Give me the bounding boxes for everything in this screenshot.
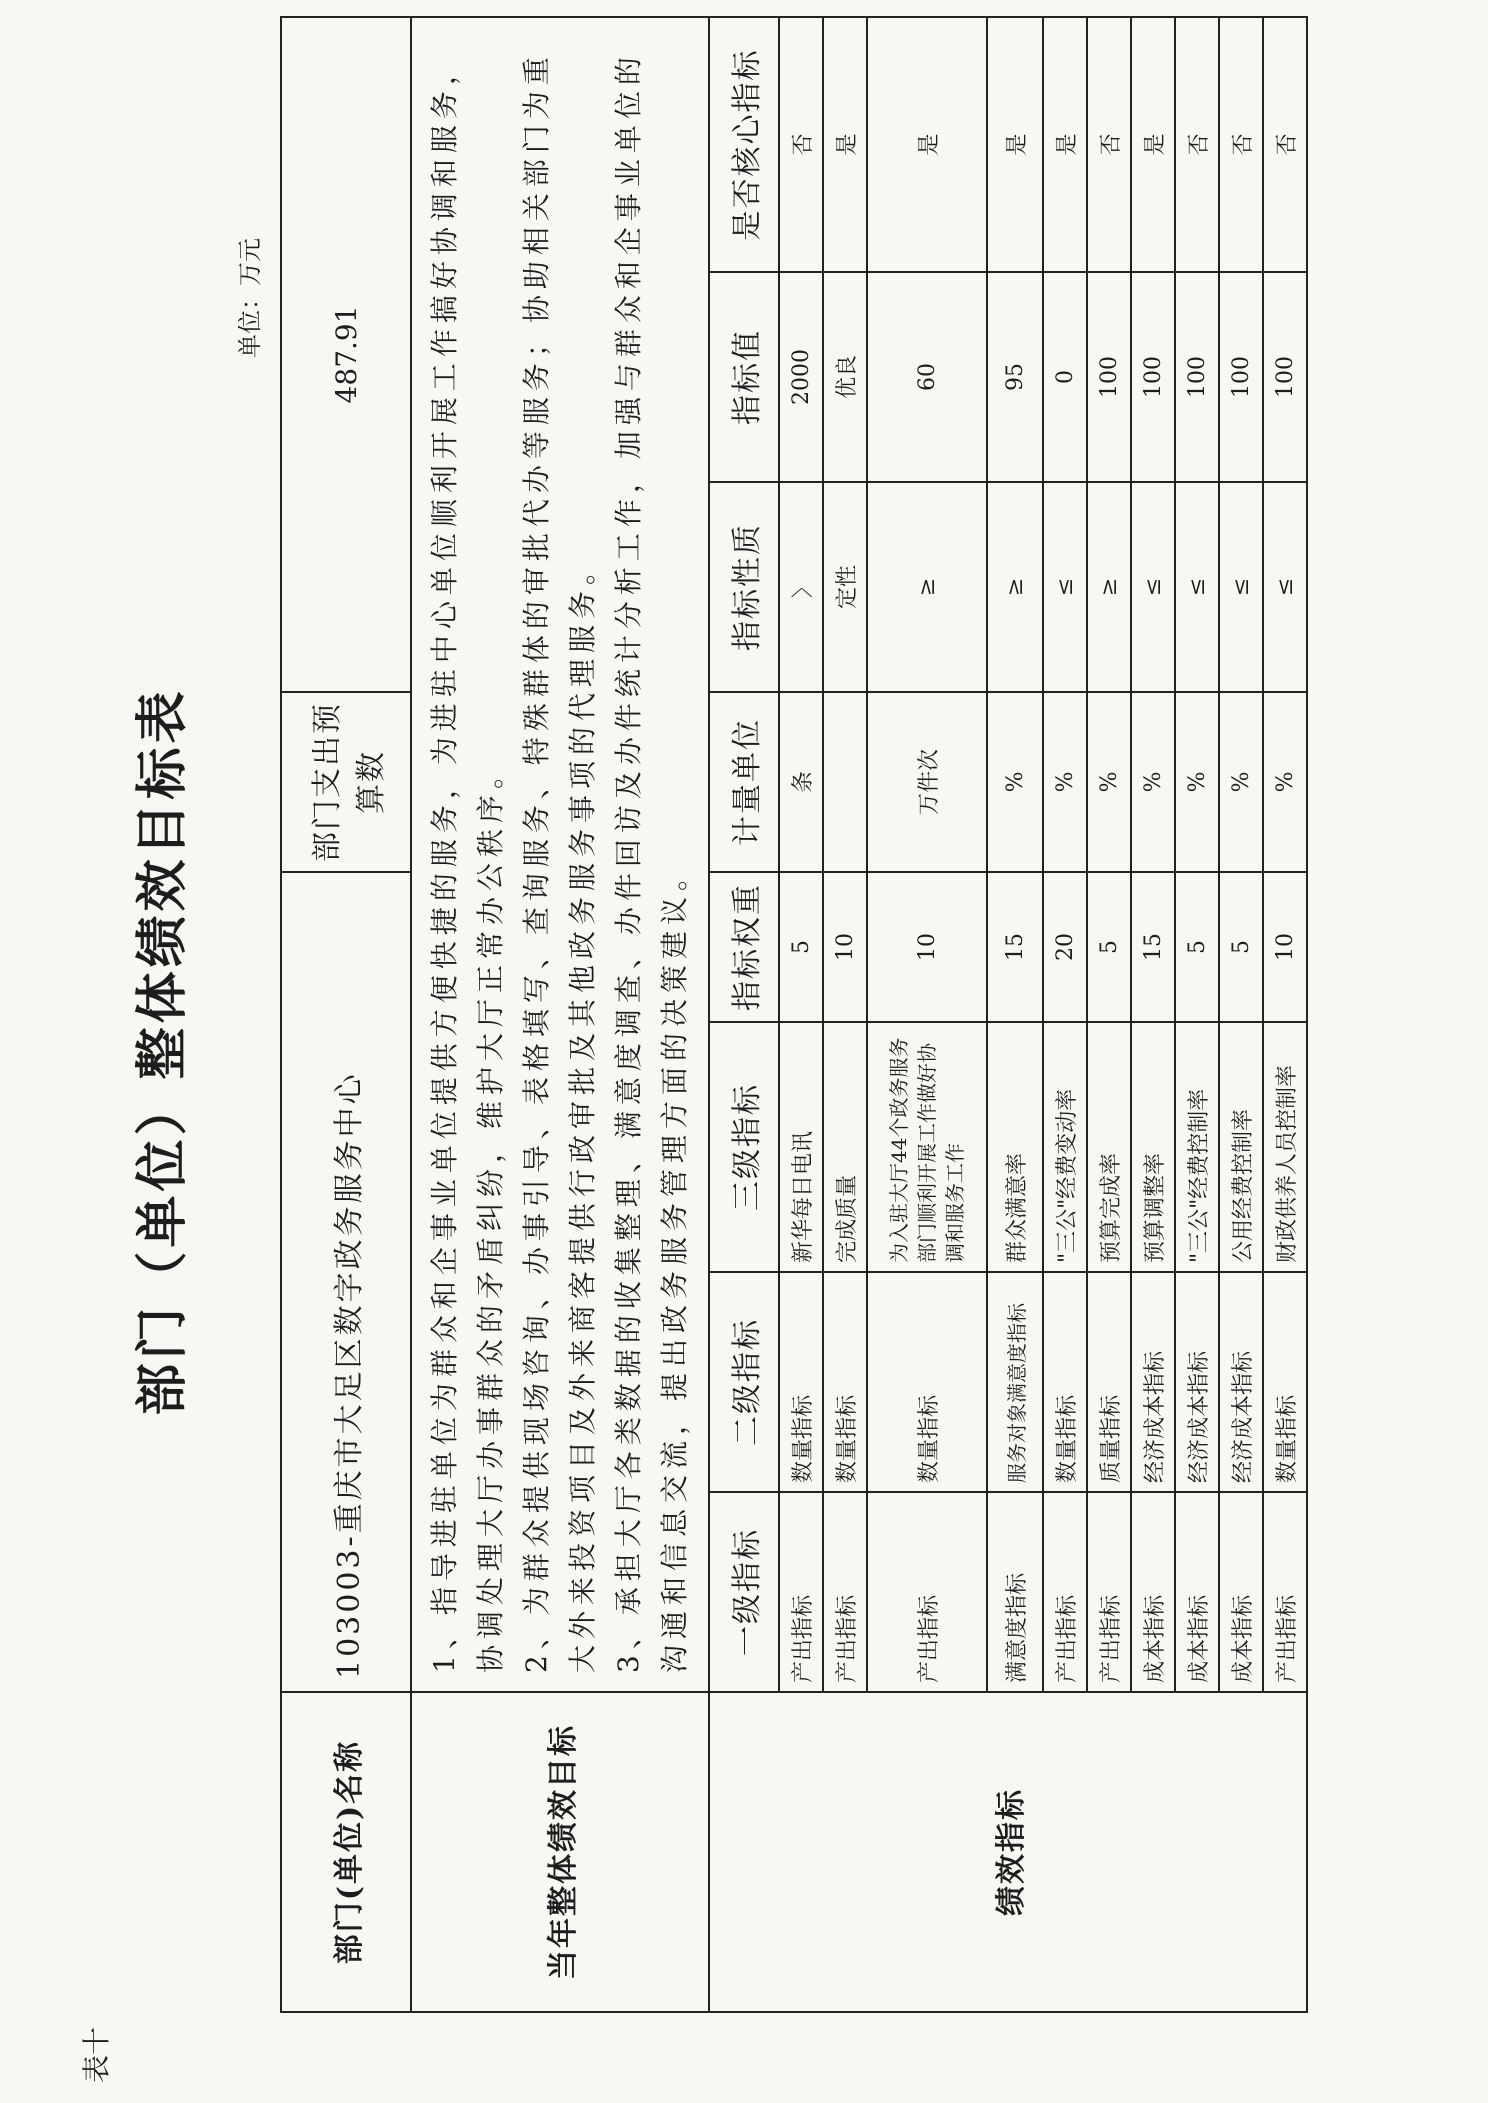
cell-core: 否 bbox=[1263, 17, 1307, 272]
cell-unit: % bbox=[1263, 692, 1307, 872]
performance-table bbox=[280, 16, 1308, 2013]
cell-l1: 产出指标 bbox=[823, 1492, 867, 1692]
cell-unit: 条 bbox=[779, 692, 823, 872]
cell-l3: 公用经费控制率 bbox=[1219, 1022, 1263, 1272]
col-header: 三级指标 bbox=[709, 1022, 779, 1272]
cell-weight: 5 bbox=[1219, 872, 1263, 1022]
cell-value: 100 bbox=[1219, 272, 1263, 482]
cell-unit: % bbox=[987, 692, 1043, 872]
col-header: 指标值 bbox=[709, 272, 779, 482]
cell-l1: 产出指标 bbox=[1043, 1492, 1087, 1692]
dept-value: 103003-重庆市大足区数字政务服务中心 bbox=[281, 872, 411, 1692]
cell-core: 是 bbox=[867, 17, 987, 272]
cell-nature: ≤ bbox=[1175, 482, 1219, 692]
cell-value: 100 bbox=[1131, 272, 1175, 482]
cell-l2: 经济成本指标 bbox=[1131, 1272, 1175, 1492]
cell-l1: 产出指标 bbox=[1087, 1492, 1131, 1692]
cell-l2: 数量指标 bbox=[779, 1272, 823, 1492]
cell-l1: 产出指标 bbox=[779, 1492, 823, 1692]
cell-l2: 数量指标 bbox=[1043, 1272, 1087, 1492]
budget-value: 487.91 bbox=[281, 17, 411, 692]
cell-l1: 产出指标 bbox=[867, 1492, 987, 1692]
cell-nature: ≥ bbox=[867, 482, 987, 692]
page-title: 部门（单位）整体绩效目标表 bbox=[132, 687, 193, 1416]
cell-l3: "三公"经费控制率 bbox=[1175, 1022, 1219, 1272]
cell-l2: 数量指标 bbox=[867, 1272, 987, 1492]
cell-unit: % bbox=[1043, 692, 1087, 872]
cell-l3: "三公"经费变动率 bbox=[1043, 1022, 1087, 1272]
cell-nature: ≤ bbox=[1131, 482, 1175, 692]
cell-value: 0 bbox=[1043, 272, 1087, 482]
col-header: 计量单位 bbox=[709, 692, 779, 872]
cell-value: 100 bbox=[1263, 272, 1307, 482]
cell-l3: 财政供养人员控制率 bbox=[1263, 1022, 1307, 1272]
cell-unit: % bbox=[1087, 692, 1131, 872]
cell-l2: 数量指标 bbox=[1263, 1272, 1307, 1492]
cell-unit: 万件次 bbox=[867, 692, 987, 872]
cell-core: 是 bbox=[1131, 17, 1175, 272]
cell-nature: ≤ bbox=[1263, 482, 1307, 692]
cell-l1: 成本指标 bbox=[1219, 1492, 1263, 1692]
cell-l2: 质量指标 bbox=[1087, 1272, 1131, 1492]
cell-l2: 数量指标 bbox=[823, 1272, 867, 1492]
cell-weight: 10 bbox=[1263, 872, 1307, 1022]
cell-core: 是 bbox=[987, 17, 1043, 272]
cell-unit bbox=[823, 692, 867, 872]
cell-unit: % bbox=[1131, 692, 1175, 872]
cell-l3: 新华每日电讯 bbox=[779, 1022, 823, 1272]
cell-unit: % bbox=[1175, 692, 1219, 872]
cell-value: 优良 bbox=[823, 272, 867, 482]
goal-item: 1、指导进驻单位为群众和企事业单位提供方便快捷的服务，为进驻中心单位顺利开展工作搞好协调和服务，协调处理大厅办事群众的矛盾纠纷，维护大厅正常办公秩序。 bbox=[428, 51, 507, 1673]
col-header: 二级指标 bbox=[709, 1272, 779, 1492]
col-header: 是否核心指标 bbox=[709, 17, 779, 272]
cell-core: 是 bbox=[1043, 17, 1087, 272]
goals-label: 当年整体绩效目标 bbox=[411, 1692, 709, 2012]
cell-weight: 5 bbox=[1087, 872, 1131, 1022]
indicators-label: 绩效指标 bbox=[709, 1692, 1307, 2012]
budget-label: 部门支出预算数 bbox=[281, 692, 411, 872]
cell-l3: 群众满意率 bbox=[987, 1022, 1043, 1272]
cell-core: 否 bbox=[779, 17, 823, 272]
cell-weight: 15 bbox=[1131, 872, 1175, 1022]
cell-l3: 完成质量 bbox=[823, 1022, 867, 1272]
cell-core: 否 bbox=[1087, 17, 1131, 272]
cell-nature: 定性 bbox=[823, 482, 867, 692]
goal-item: 3、承担大厅各类数据的收集整理、满意度调查、办件回访及办件统计分析工作，加强与群众和企事业单位的沟通和信息交流，提出政务服务管理方面的决策建议。 bbox=[612, 51, 691, 1673]
cell-l1: 满意度指标 bbox=[987, 1492, 1043, 1692]
cell-weight: 20 bbox=[1043, 872, 1087, 1022]
cell-weight: 10 bbox=[867, 872, 987, 1022]
col-header: 指标权重 bbox=[709, 872, 779, 1022]
cell-l2: 服务对象满意度指标 bbox=[987, 1272, 1043, 1492]
cell-core: 是 bbox=[823, 17, 867, 272]
cell-l1: 成本指标 bbox=[1131, 1492, 1175, 1692]
cell-l3: 为入驻大厅44个政务服务部门顺利开展工作做好协调和服务工作 bbox=[867, 1022, 987, 1272]
cell-l2: 经济成本指标 bbox=[1219, 1272, 1263, 1492]
cell-l3: 预算完成率 bbox=[1087, 1022, 1131, 1272]
unit-label: 单位：万元 bbox=[236, 238, 264, 358]
cell-value: 60 bbox=[867, 272, 987, 482]
cell-l3: 预算调整率 bbox=[1131, 1022, 1175, 1272]
cell-weight: 5 bbox=[779, 872, 823, 1022]
cell-weight: 10 bbox=[823, 872, 867, 1022]
goals-content bbox=[411, 17, 709, 1692]
cell-core: 否 bbox=[1219, 17, 1263, 272]
cell-nature: 〉 bbox=[779, 482, 823, 692]
cell-value: 100 bbox=[1175, 272, 1219, 482]
cell-nature: ≥ bbox=[1087, 482, 1131, 692]
cell-weight: 5 bbox=[1175, 872, 1219, 1022]
table-tag: 表十 bbox=[80, 2026, 113, 2083]
col-header: 一级指标 bbox=[709, 1492, 779, 1692]
goal-item: 2、为群众提供现场咨询、办事引导、表格填写、查询服务、特殊群体的审批代办等服务；协助相关部门为重大外来投资项目及外来商客提供行政审批及其他政务服务事项的代理服务。 bbox=[520, 51, 599, 1673]
cell-unit: % bbox=[1219, 692, 1263, 872]
cell-l1: 成本指标 bbox=[1175, 1492, 1219, 1692]
cell-value: 2000 bbox=[779, 272, 823, 482]
cell-weight: 15 bbox=[987, 872, 1043, 1022]
cell-nature: ≥ bbox=[987, 482, 1043, 692]
cell-l1: 产出指标 bbox=[1263, 1492, 1307, 1692]
cell-nature: ≤ bbox=[1219, 482, 1263, 692]
cell-l2: 经济成本指标 bbox=[1175, 1272, 1219, 1492]
cell-value: 95 bbox=[987, 272, 1043, 482]
dept-label: 部门(单位)名称 bbox=[281, 1692, 411, 2012]
cell-core: 否 bbox=[1175, 17, 1219, 272]
cell-nature: ≤ bbox=[1043, 482, 1087, 692]
cell-value: 100 bbox=[1087, 272, 1131, 482]
col-header: 指标性质 bbox=[709, 482, 779, 692]
